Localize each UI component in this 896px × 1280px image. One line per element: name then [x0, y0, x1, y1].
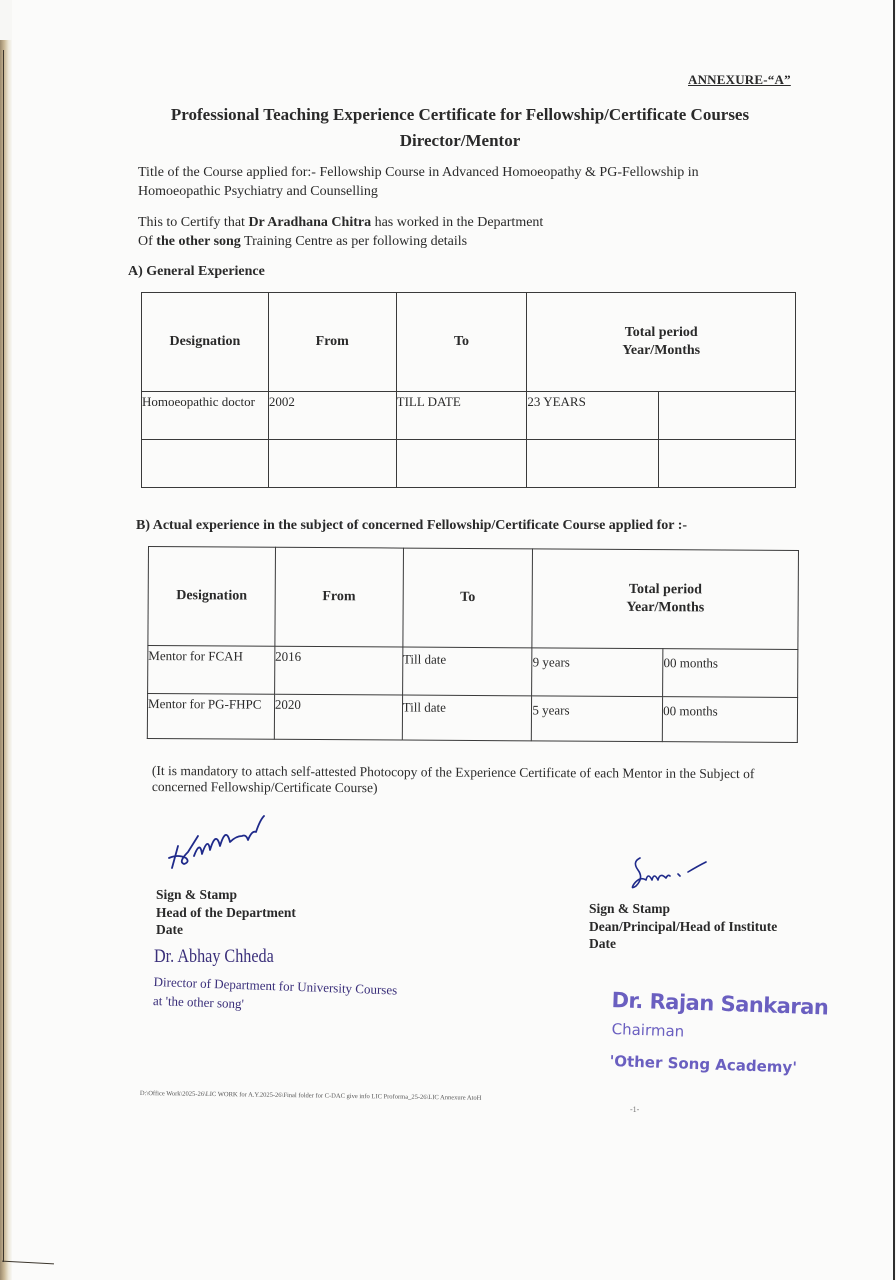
footer-file-path: D:\Office Work\2025-26\LIC WORK for A.Y.2025-26\Final folder for C-DAC give info LIC Proforma_25-26\LIC Annexure AtoH — [139, 1090, 482, 1102]
section-a-heading: A) General Experience — [128, 264, 265, 279]
stamp-title-line2: at 'the other song' — [152, 992, 245, 1012]
header-designation: Designation — [142, 293, 269, 392]
page-edge-shadow-left — [0, 40, 12, 1280]
stamp-name-rajan-sankaran: Dr. Rajan Sankaran — [611, 988, 829, 1020]
right-signatory-block — [589, 900, 777, 953]
cell-years — [527, 440, 659, 488]
cell-months — [659, 440, 796, 488]
table-row — [142, 440, 796, 488]
certify-suffix: has worked in the Department — [371, 215, 544, 230]
cell-to: TILL DATE — [396, 392, 527, 440]
stamp-role-chairman: Chairman — [611, 1020, 685, 1041]
table-header-row — [142, 293, 796, 392]
cell-months: 00 months — [663, 649, 798, 698]
table-row — [147, 694, 797, 743]
header-to: To — [396, 293, 527, 392]
header-total-line2: Year/Months — [622, 343, 701, 358]
stamp-name-abhay-chheda: Dr. Abhay Chheda — [154, 946, 274, 967]
table-row — [148, 646, 798, 698]
certification-paragraph — [138, 213, 778, 251]
date-label: Date — [156, 922, 183, 937]
general-experience-table — [141, 292, 796, 488]
dean-principal-label: Dean/Principal/Head of Institute — [589, 918, 778, 934]
page-number: -1- — [630, 1105, 640, 1114]
stamp-title-line1: Director of Department for University Courses — [153, 973, 398, 998]
header-to: To — [403, 548, 533, 648]
annexure-label: ANNEXURE-“A” — [688, 72, 791, 87]
header-total-line1: Total period — [624, 325, 698, 340]
date-label: Date — [589, 936, 616, 951]
organisation-name: the other song — [156, 234, 241, 249]
course-title-paragraph: Title of the Course applied for:- Fellowship Course in Advanced Homoeopathy & PG-Fellowship in Homoeopathic Psychiatry and Counselling — [138, 165, 699, 199]
actual-experience-table — [147, 546, 799, 743]
cell-designation: Mentor for FCAH — [148, 646, 275, 695]
certify-line2-suffix: Training Centre as per following details — [240, 234, 468, 249]
table-header-row — [148, 547, 799, 650]
cell-designation — [142, 440, 269, 488]
cell-from: 2016 — [274, 646, 402, 695]
cell-to: Till date — [402, 695, 532, 741]
cell-to — [396, 440, 527, 488]
page-edge-line-right — [893, 0, 895, 1280]
cell-months: 00 months — [663, 697, 798, 743]
certify-line2-prefix: Of — [138, 234, 157, 249]
signature-dean — [626, 852, 716, 894]
stamp-organisation: 'Other Song Academy' — [609, 1052, 798, 1077]
header-designation: Designation — [148, 547, 275, 647]
cell-from — [268, 440, 396, 488]
cell-to: Till date — [402, 647, 532, 696]
header-from: From — [268, 293, 396, 392]
section-b-heading: B) Actual experience in the subject of concerned Fellowship/Certificate Course applied for :- — [136, 518, 688, 533]
header-total-period — [527, 293, 796, 392]
cell-years: 5 years — [532, 696, 663, 742]
table-row — [142, 392, 796, 440]
header-total-line2: Year/Months — [626, 599, 705, 616]
candidate-name: Dr Aradhana Chitra — [248, 215, 372, 230]
cell-designation: Mentor for PG-FHPC — [147, 694, 274, 740]
sign-stamp-label: Sign & Stamp — [589, 901, 671, 916]
head-of-department-label: Head of the Department — [156, 904, 296, 920]
header-from: From — [275, 547, 403, 647]
document-subtitle: Director/Mentor — [399, 131, 521, 150]
cell-from: 2002 — [268, 392, 396, 440]
cell-months — [659, 392, 796, 440]
cell-designation: Homoeopathic doctor — [142, 392, 269, 440]
page-edge-line-left — [3, 50, 4, 1262]
cell-from: 2020 — [274, 694, 402, 740]
left-signatory-block — [156, 886, 296, 939]
header-total-line1: Total period — [628, 581, 702, 598]
header-total-period — [532, 549, 798, 650]
signature-head-of-department — [164, 806, 274, 876]
document-title: Professional Teaching Experience Certificate for Fellowship/Certificate Courses — [170, 105, 750, 124]
mandatory-note: (It is mandatory to attach self-attested Photocopy of the Experience Certificate of each Mentor in the Subject of concerned Fellowship/Certificate Course) — [151, 763, 755, 796]
cell-years: 23 YEARS — [527, 392, 659, 440]
certify-prefix: This to Certify that — [138, 215, 249, 230]
sign-stamp-label: Sign & Stamp — [156, 887, 238, 902]
cell-years: 9 years — [532, 648, 663, 697]
